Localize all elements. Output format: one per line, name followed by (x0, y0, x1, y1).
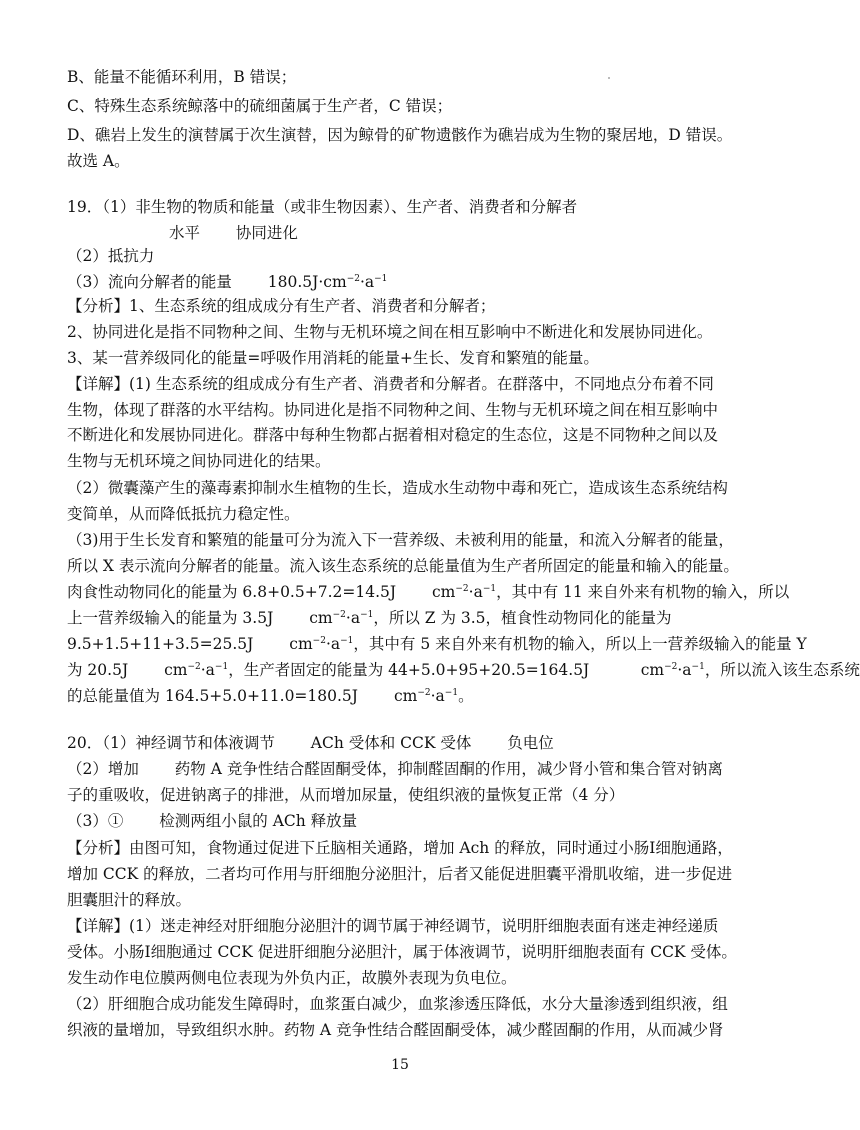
text-line: 2、协同进化是指不同物种之间、生物与无机环境之间在相互影响中不断进化和发展协同进化。 (67, 323, 713, 341)
text-fragment: 肉食性动物同化的能量为 6.8+0.5+7.2=14.5J cm (67, 583, 456, 601)
superscript: −2 (417, 687, 431, 698)
text-fragment: ，所以流入该生态系统 (704, 661, 860, 679)
text-line: 不断进化和发展协同进化。群落中每种生物都占据着相对稳定的生态位，这是不同物种之间以及 (67, 426, 719, 444)
unit-fragment: ·a (345, 609, 361, 627)
unit-fragment: ·a (359, 273, 375, 291)
text-line: （2）微囊藻产生的藻毒素抑制水生植物的生长，造成水生动物中毒和死亡，造成该生态系统结构 (67, 479, 728, 497)
text-line: 生物与无机环境之间协同进化的结果。 (67, 452, 331, 470)
text-line: （3)用于生长发育和繁殖的能量可分为流入下一营养级、未被利用的能量，和流入分解者的能量， (67, 531, 734, 549)
text-line: 所以 X 表示流向分解者的能量。流入该生态系统的总能量值为生产者所固定的能量和输入的能量。 (67, 557, 739, 575)
calc-line (67, 580, 789, 604)
answer-19-heading: 19．（1）非生物的物质和能量（或非生物因素）、生产者、消费者和分解者 (67, 198, 578, 216)
text-fragment: （3）流向分解者的能量 180.5J·cm (67, 273, 347, 291)
analysis-line: 【分析】1、生态系统的组成成分有生产者、消费者和分解者； (67, 297, 496, 315)
text-line: 3、某一营养级同化的能量=呼吸作用消耗的能量+生长、发育和繁殖的能量。 (67, 349, 599, 367)
superscript: −2 (312, 635, 326, 646)
text-line: （2）肝细胞合成功能发生障碍时，血浆蛋白减少，血浆渗透压降低，水分大量渗透到组织液，组 (67, 995, 728, 1013)
unit-fragment: ·a (200, 661, 215, 679)
unit-fragment: ·a (325, 635, 341, 653)
text-line: 子的重吸收，促进钠离子的排泄，从而增加尿量，使组织液的量恢复正常（4 分） (67, 786, 625, 804)
superscript: −1 (374, 273, 388, 284)
superscript: −2 (346, 273, 360, 284)
calc-line (67, 606, 672, 630)
superscript: −1 (482, 583, 497, 594)
scan-speck (608, 77, 610, 79)
superscript: −1 (360, 609, 374, 620)
superscript: −2 (332, 609, 346, 620)
text-fragment: 为 20.5J cm (67, 661, 188, 679)
unit-fragment: ·a (468, 583, 483, 601)
text-line: 水平 协同进化 (169, 224, 298, 242)
energy-answer-line (67, 270, 387, 294)
superscript: −2 (664, 661, 678, 672)
unit-fragment: ·a (677, 661, 692, 679)
superscript: −2 (455, 583, 469, 594)
superscript: −1 (214, 661, 229, 672)
text-line: 织液的量增加，导致组织水肿。药物 A 竞争性结合醛固酮受体，减少醛固酮的作用，从而减少肾 (67, 1021, 724, 1039)
text-line: 变简单，从而降低抵抗力稳定性。 (67, 505, 300, 523)
text-line: 发生动作电位膜两侧电位表现为外负内正，故膜外表现为负电位。 (67, 969, 517, 987)
text-line: 生物，体现了群落的水平结构。协同进化是指不同物种之间、生物与无机环境之间在相互影响中 (67, 401, 719, 419)
text-line: 受体。小肠I细胞通过 CCK 促进肝细胞分泌胆汁，属于体液调节，说明肝细胞表面有 CCK 受体。 (67, 943, 737, 961)
superscript: −1 (444, 687, 459, 698)
superscript: −1 (340, 635, 354, 646)
text-fragment: ，所以 Z 为 3.5，植食性动物同化的能量为 (373, 609, 672, 627)
text-fragment: 。 (458, 687, 474, 705)
text-fragment: 9.5+1.5+11+3.5=25.5J cm (67, 635, 313, 653)
calc-line (67, 658, 860, 682)
page-number: 15 (391, 1057, 409, 1073)
text-fragment: 上一营养级输入的能量为 3.5J cm (67, 609, 333, 627)
explanation-line: 【详解】(1）迷走神经对肝细胞分泌胆汁的调节属于神经调节，说明肝细胞表面有迷走神经递质 (67, 917, 719, 935)
text-line: （2）增加 药物 A 竞争性结合醛固酮受体，抑制醛固酮的作用，减少肾小管和集合管对钠离 (67, 760, 723, 778)
text-fragment: ，生产者固定的能量为 44+5.0+95+20.5=164.5J cm (228, 661, 665, 679)
text-line: （3）① 检测两组小鼠的 ACh 释放量 (67, 812, 358, 830)
text-line: 故选 A。 (67, 152, 130, 170)
text-fragment: 的总能量值为 164.5+5.0+11.0=180.5J cm (67, 687, 418, 705)
text-fragment: ，其中有 5 来自外来有机物的输入，所以上一营养级输入的能量 Y (353, 635, 807, 653)
text-line: 胆囊胆汁的释放。 (67, 891, 192, 909)
text-line: C、特殊生态系统鲸落中的硫细菌属于生产者，C 错误； (67, 97, 453, 115)
superscript: −1 (691, 661, 705, 672)
text-fragment: ，其中有 11 来自外来有机物的输入，所以 (496, 583, 790, 601)
superscript: −2 (187, 661, 201, 672)
explanation-line: 【详解】(1) 生态系统的组成成分有生产者、消费者和分解者。在群落中，不同地点分布着不同 (67, 375, 714, 393)
text-line: （2）抵抗力 (67, 247, 155, 265)
text-line: D、礁岩上发生的演替属于次生演替，因为鲸骨的矿物遗骸作为礁岩成为生物的聚居地，D 错误。 (67, 126, 733, 144)
answer-20-heading: 20．（1）神经调节和体液调节 ACh 受体和 CCK 受体 负电位 (67, 734, 554, 752)
analysis-line: 【分析】由图可知，食物通过促进下丘脑相关通路，增加 Ach 的释放，同时通过小肠I细胞通路， (67, 839, 733, 857)
text-line: 增加 CCK 的释放，二者均可作用与肝细胞分泌胆汁，后者又能促进胆囊平滑肌收缩，进一步促进 (67, 865, 733, 883)
text-line: B、能量不能循环利用，B 错误； (67, 68, 297, 86)
calc-line (67, 684, 474, 708)
calc-line (67, 632, 807, 656)
unit-fragment: ·a (430, 687, 445, 705)
